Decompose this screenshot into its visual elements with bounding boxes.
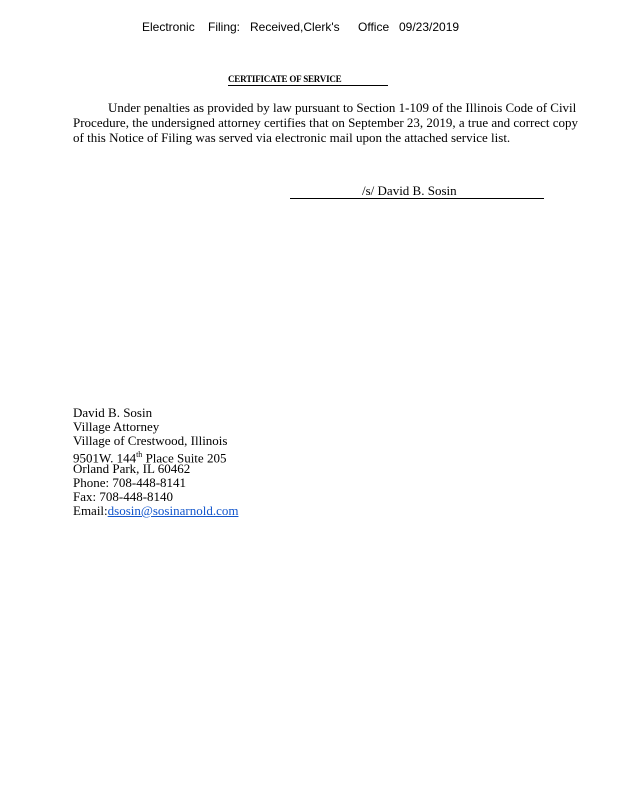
certificate-title: CERTIFICATE OF SERVICE	[228, 73, 388, 86]
address-suite: Place Suite 205	[142, 450, 227, 466]
attorney-org: Village of Crestwood, Illinois	[73, 433, 228, 448]
certificate-line-1: Under penalties as provided by law pursuant to Section 1-109 of the Illinois Code of Civil	[108, 100, 577, 115]
certificate-line-3: of this Notice of Filing was served via electronic mail upon the attached service list.	[73, 130, 511, 145]
email-label: Email:	[73, 503, 108, 518]
address-street: 9501W. 144	[73, 450, 137, 466]
stamp-electronic: Electronic	[142, 20, 195, 34]
stamp-office: Office	[358, 20, 390, 34]
stamp-date: 09/23/2019	[399, 20, 460, 34]
attorney-name: David B. Sosin	[73, 405, 153, 420]
attorney-role: Village Attorney	[73, 419, 160, 434]
stamp-received: Received,Clerk's	[250, 20, 340, 34]
certificate-line-2: Procedure, the undersigned attorney certifies that on September 23, 2019, a true and correct copy	[73, 115, 579, 130]
attorney-fax: Fax: 708-448-8140	[73, 489, 174, 504]
signature-text: /s/ David B. Sosin	[362, 183, 457, 198]
attorney-email	[73, 504, 238, 518]
attorney-city: Orland Park, IL 60462	[73, 461, 191, 476]
stamp-filing: Filing:	[208, 20, 241, 34]
email-link[interactable]: dsosin@sosinarnold.com	[107, 503, 239, 518]
address-ordinal: th	[136, 450, 143, 459]
attorney-phone: Phone: 708-448-8141	[73, 475, 187, 490]
